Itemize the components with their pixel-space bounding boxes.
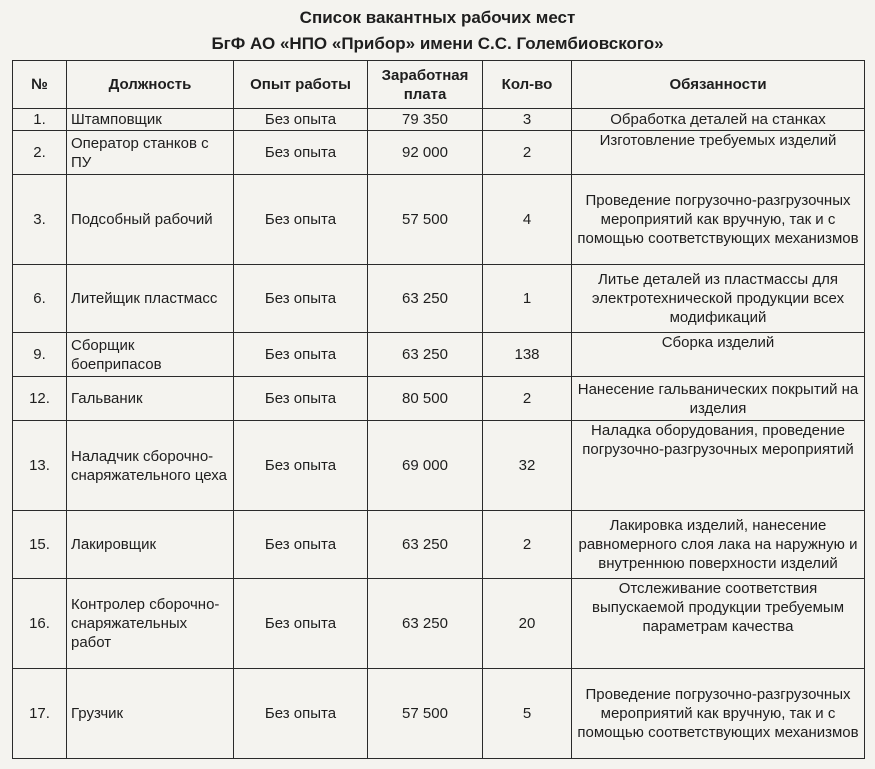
row-quantity: 2 [483, 377, 572, 421]
row-position: Штамповщик [67, 109, 234, 131]
row-position: Гальваник [67, 377, 234, 421]
table-row [13, 175, 865, 265]
row-duties: Наладка оборудования, проведение погрузочно-разгрузочных мероприятий [572, 421, 865, 511]
row-duties: Сборка изделий [572, 333, 865, 377]
row-quantity: 2 [483, 131, 572, 175]
row-experience: Без опыта [234, 333, 368, 377]
row-quantity: 138 [483, 333, 572, 377]
header-position: Должность [67, 61, 234, 109]
row-num: 13. [13, 421, 67, 511]
row-experience: Без опыта [234, 131, 368, 175]
row-position: Наладчик сборочно-снаряжательного цеха [67, 421, 234, 511]
row-num: 16. [13, 579, 67, 669]
row-experience: Без опыта [234, 511, 368, 579]
row-position: Оператор станков с ПУ [67, 131, 234, 175]
row-duties: Изготовление требуемых изделий [572, 131, 865, 175]
row-salary: 69 000 [368, 421, 483, 511]
row-num: 3. [13, 175, 67, 265]
row-experience: Без опыта [234, 579, 368, 669]
table-row [13, 131, 865, 175]
row-experience: Без опыта [234, 265, 368, 333]
table-row [13, 421, 865, 511]
header-salary: Заработная плата [368, 61, 483, 109]
row-num: 2. [13, 131, 67, 175]
row-experience: Без опыта [234, 175, 368, 265]
row-num: 9. [13, 333, 67, 377]
row-salary: 80 500 [368, 377, 483, 421]
header-quantity: Кол-во [483, 61, 572, 109]
row-position: Грузчик [67, 669, 234, 759]
row-quantity: 4 [483, 175, 572, 265]
row-salary: 57 500 [368, 669, 483, 759]
row-position: Лакировщик [67, 511, 234, 579]
table-row [13, 511, 865, 579]
header-num: № [13, 61, 67, 109]
row-salary: 63 250 [368, 333, 483, 377]
row-position: Контролер сборочно-снаряжательных работ [67, 579, 234, 669]
table-row [13, 333, 865, 377]
document-title: Список вакантных рабочих мест [299, 8, 576, 27]
row-duties: Обработка деталей на станках [572, 109, 865, 131]
row-quantity: 2 [483, 511, 572, 579]
row-salary: 79 350 [368, 109, 483, 131]
row-quantity: 5 [483, 669, 572, 759]
header-duties: Обязанности [572, 61, 865, 109]
row-duties: Нанесение гальванических покрытий на изделия [572, 377, 865, 421]
row-experience: Без опыта [234, 377, 368, 421]
row-duties: Лакировка изделий, нанесение равномерного слоя лака на наружную и внутреннюю поверхности изделий [572, 511, 865, 579]
row-duties: Проведение погрузочно-разгрузочных мероприятий как вручную, так и с помощью соответствующих механизмов [572, 175, 865, 265]
row-experience: Без опыта [234, 669, 368, 759]
header-experience: Опыт работы [234, 61, 368, 109]
row-duties: Литье деталей из пластмассы для электротехнической продукции всех модификаций [572, 265, 865, 333]
table-row [13, 109, 865, 131]
table-row [13, 669, 865, 759]
row-num: 12. [13, 377, 67, 421]
row-salary: 92 000 [368, 131, 483, 175]
row-quantity: 3 [483, 109, 572, 131]
row-salary: 57 500 [368, 175, 483, 265]
table-row [13, 579, 865, 669]
row-duties: Отслеживание соответствия выпускаемой продукции требуемым параметрам качества [572, 579, 865, 669]
table-row [13, 377, 865, 421]
row-experience: Без опыта [234, 421, 368, 511]
row-salary: 63 250 [368, 511, 483, 579]
table-header-row [13, 61, 865, 109]
row-num: 1. [13, 109, 67, 131]
row-quantity: 32 [483, 421, 572, 511]
row-quantity: 1 [483, 265, 572, 333]
row-num: 17. [13, 669, 67, 759]
vacancy-table [12, 60, 865, 759]
row-quantity: 20 [483, 579, 572, 669]
row-num: 15. [13, 511, 67, 579]
row-num: 6. [13, 265, 67, 333]
row-experience: Без опыта [234, 109, 368, 131]
organization-title: БгФ АО «НПО «Прибор» имени С.С. Голембиовского» [211, 34, 664, 53]
table-row [13, 265, 865, 333]
row-position: Литейщик пластмасс [67, 265, 234, 333]
row-salary: 63 250 [368, 265, 483, 333]
row-salary: 63 250 [368, 579, 483, 669]
row-position: Сборщик боеприпасов [67, 333, 234, 377]
row-duties: Проведение погрузочно-разгрузочных мероприятий как вручную, так и с помощью соответствующих механизмов [572, 669, 865, 759]
row-position: Подсобный рабочий [67, 175, 234, 265]
